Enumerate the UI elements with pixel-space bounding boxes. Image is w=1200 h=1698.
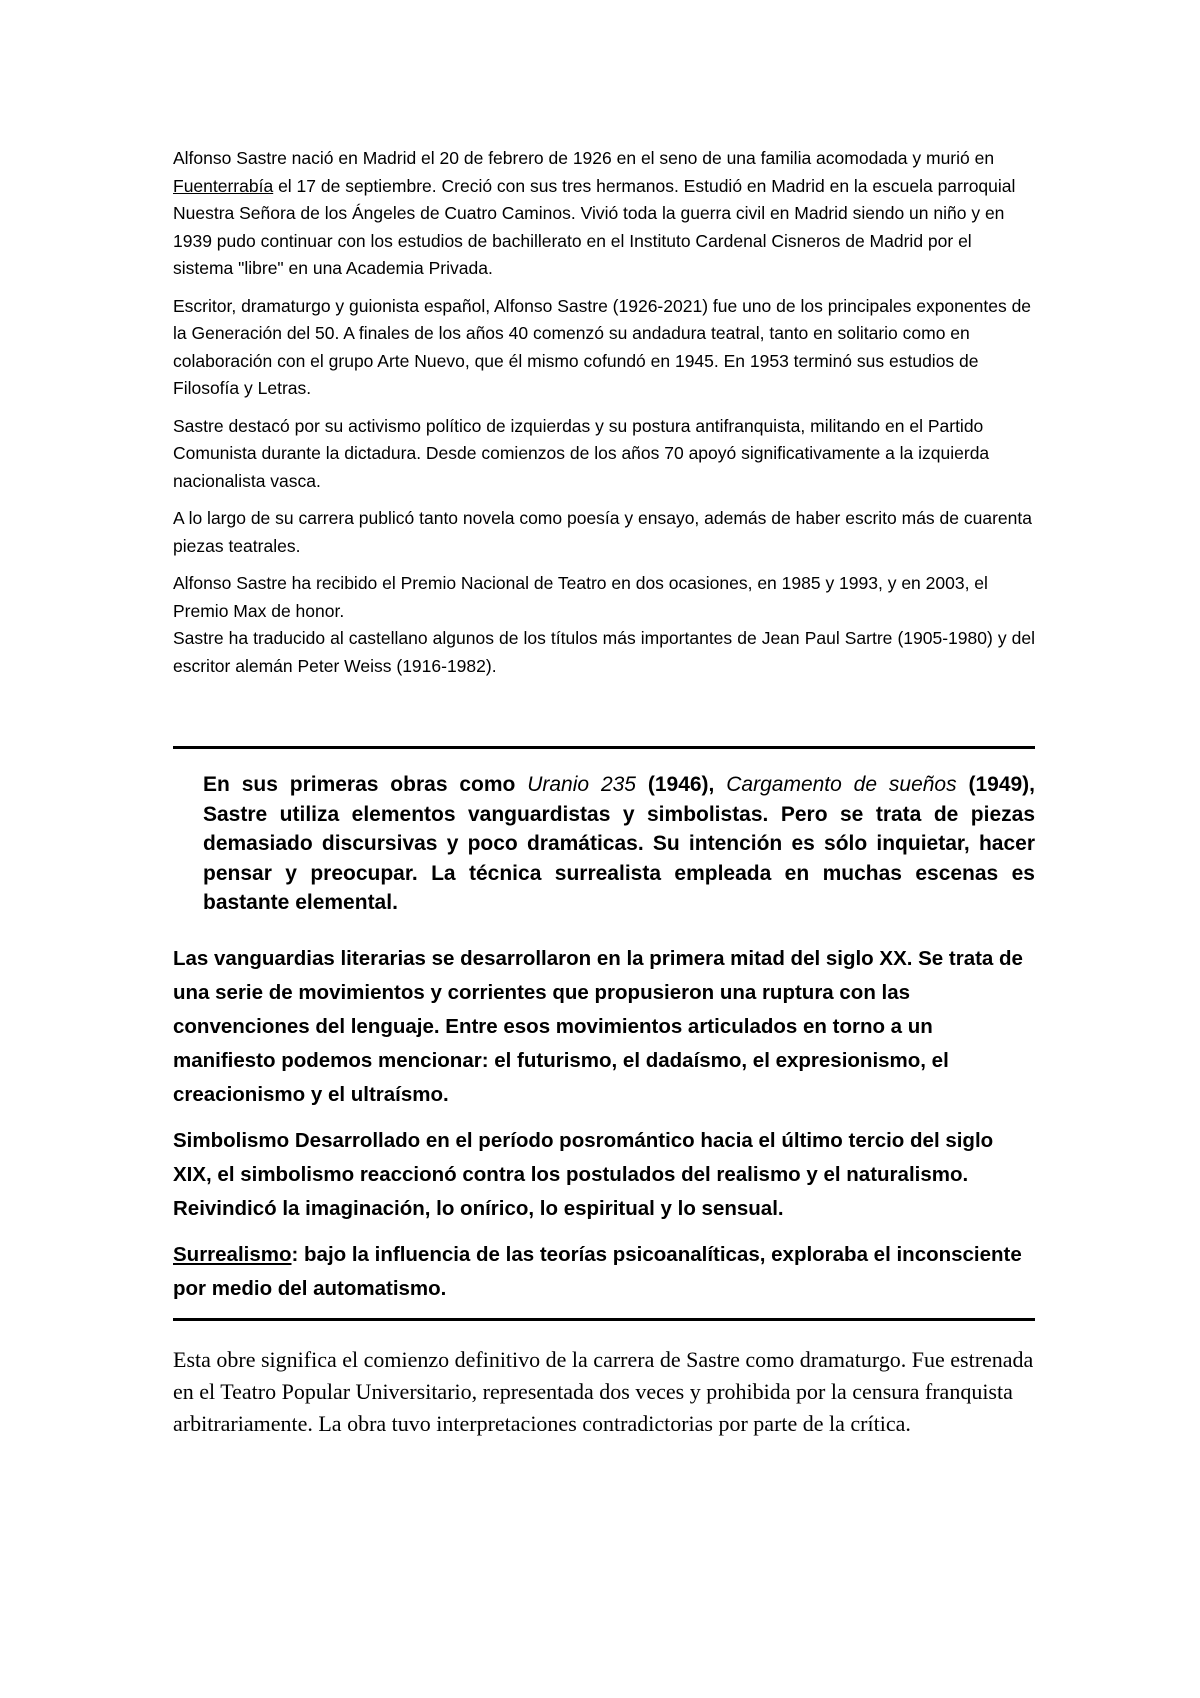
paragraph-works: A lo largo de su carrera publicó tanto novela como poesía y ensayo, además de haber escrito más de cuarenta piezas teatrales. [173,508,1032,556]
paragraph-translations: Sastre ha traducido al castellano algunos de los títulos más importantes de Jean Paul Sartre (1905-1980) y del escritor alemán Peter Weiss (1916-1982). [173,628,1035,676]
paragraph-activism: Sastre destacó por su activismo político de izquierdas y su postura antifranquista, militando en el Partido Comunista durante la dictadura. Desde comienzos de los años 70 apoyó significativamente a la izquierda nacionalista vasca. [173,415,990,491]
premiere-paragraph: Esta obre significa el comienzo definitivo de la carrera de Sastre como dramaturgo. Fue estrenada en el Teatro Popular Universitario, representada dos veces y prohibida por la censura franquista arbitrariamente. La obra tuvo interpretaciones contradictorias por parte de la crítica. [173,1347,1034,1436]
paragraph-surrealismo: Surrealismo: bajo la influencia de las teorías psicoanalíticas, exploraba el inconsciente por medio del automatismo. [173,1243,1022,1300]
paragraph-vanguardias: Las vanguardias literarias se desarrollaron en la primera mitad del siglo XX. Se trata de una serie de movimientos y corrientes que propusieron una ruptura con las convenciones del lenguaje. Entre esos movimientos articulados en torno a un manifiesto podemos mencionar: el futurismo, el dadaísmo, el expresionismo, el creacionismo y el ultraísmo. [173,947,1023,1106]
horizontal-divider-bottom [173,1318,1035,1321]
paragraph-simbolismo: Simbolismo Desarrollado en el período posromántico hacia el último tercio del siglo XIX, el simbolismo reaccionó contra los postulados del realismo y el naturalismo. Reivindicó la imaginación, lo onírico, lo espiritual y lo sensual. [173,1129,994,1220]
paragraph-career: Escritor, dramaturgo y guionista español, Alfonso Sastre (1926-2021) fue uno de los principales exponentes de la Generación del 50. A finales de los años 40 comenzó su andadura teatral, tanto en solitario como en colaboración con el grupo Arte Nuevo, que él mismo cofundó en 1945. En 1953 terminó sus estudios de Filosofía y Letras. [173,295,1032,398]
term-surrealismo: Surrealismo [173,1243,292,1266]
early-works-paragraph: En sus primeras obras como Uranio 235 (1946), Cargamento de sueños (1949), Sastre utiliza elementos vanguardistas y simbolistas. Pero se trata de piezas demasiado discursivas y poco dramáticas. Su intención es sólo inquietar, hacer pensar y preocupar. La técnica surrealista empleada en muchas escenas es bastante elemental. [203,773,1036,914]
work-title-uranio: Uranio 235 [527,773,636,796]
paragraph-awards: Alfonso Sastre ha recibido el Premio Nacional de Teatro en dos ocasiones, en 1985 y 1993, y en 2003, el Premio Max de honor. [173,573,988,621]
biography-section [173,145,1035,690]
movements-section [173,942,1035,1306]
horizontal-divider-top [173,746,1035,749]
paragraph-birth: Alfonso Sastre nació en Madrid el 20 de febrero de 1926 en el seno de una familia acomodada y murió en Fuenterrabía el 17 de septiembre. Creció con sus tres hermanos. Estudió en Madrid en la escuela parroquial Nuestra Señora de los Ángeles de Cuatro Caminos. Vivió toda la guerra civil en Madrid siendo un niño y en 1939 pudo continuar con los estudios de bachillerato en el Instituto Cardenal Cisneros de Madrid por el sistema "libre" en una Academia Privada. [173,148,1016,278]
link-fuenterrabia[interactable]: Fuenterrabía [173,175,274,196]
work-title-cargamento: Cargamento de sueños [726,773,957,796]
